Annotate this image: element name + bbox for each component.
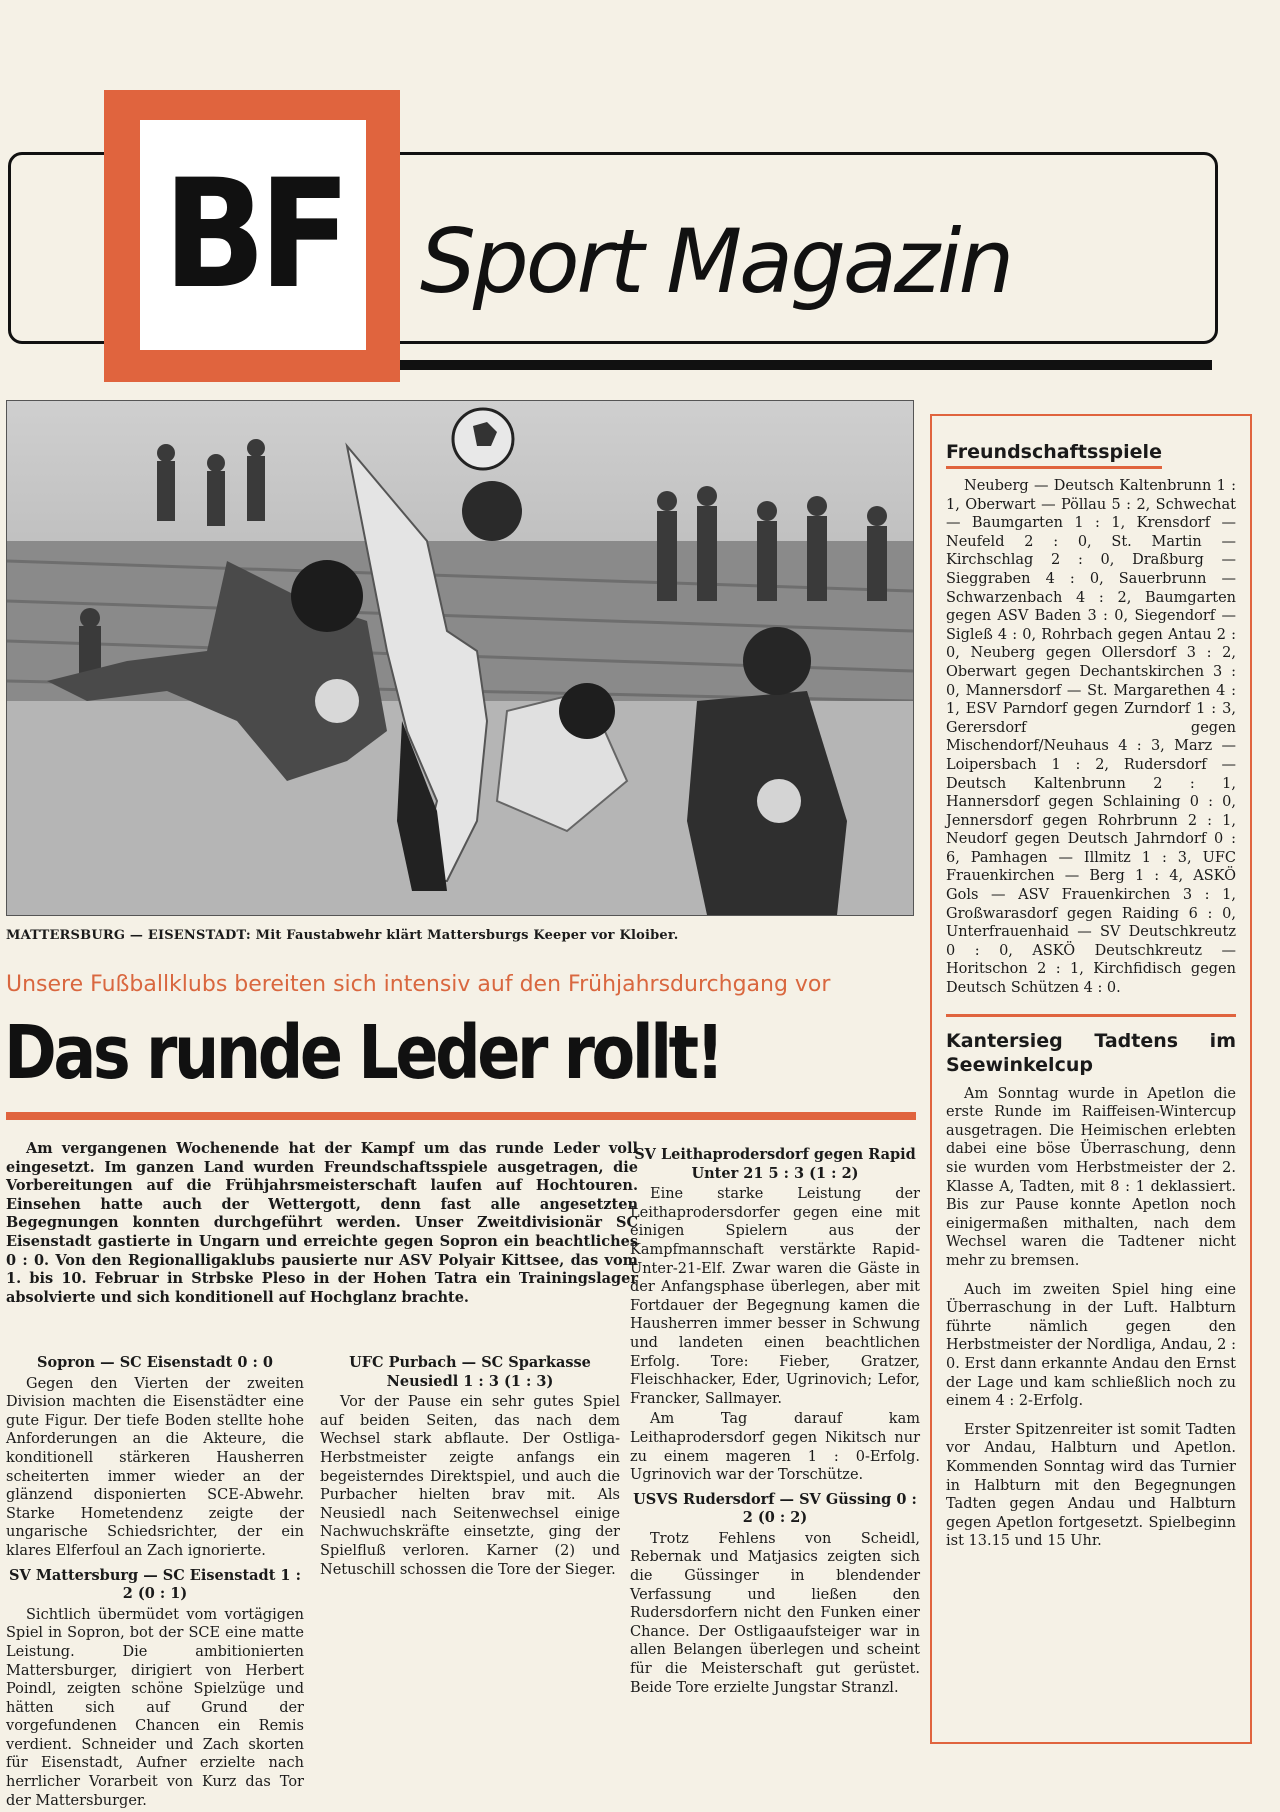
bf-logo-inner <box>140 120 366 350</box>
match-heading-rudersdorf: USVS Rudersdorf — SV Güssing 0 : 2 (0 : 2) <box>633 1490 917 1527</box>
match-heading-purbach: UFC Purbach — SC Sparkasse Neusiedl 1 : 3 (1 : 3) <box>349 1354 591 1390</box>
sidebar-heading-cup: Kantersieg Tadtens im Seewinkelcup <box>946 1029 1236 1076</box>
lead-paragraph <box>6 1140 638 1309</box>
match-text-mattersburg: Sichtlich übermüdet vom vortägigen Spiel in Sopron, bot der SCE eine matte Leistung. Die ambitionierten Mattersburger, dirigiert von Herbert Poindl, zeigten schöne Spielzüge und hätten sich auf Grund der vorgefundenen Chancen ein Remis verdient. Schneider und Zach skorten für Eisenstadt, Aufner erzielte nach herrlicher Vorarbeit von Kurz das Tor der Mattersburger. <box>6 1606 304 1809</box>
match-photo <box>6 400 914 916</box>
match-heading-mattersburg: SV Mattersburg — SC Eisenstadt 1 : 2 (0 : 1) <box>9 1566 301 1603</box>
kicker-line: Unsere Fußballklubs bereiten sich intensiv auf den Frühjahrsdurchgang vor <box>6 972 831 997</box>
article-column-3 <box>630 1140 920 1699</box>
masthead-rule <box>380 360 1212 370</box>
friendlies-results: Neuberg — Deutsch Kaltenbrunn 1 : 1, Oberwart — Pöllau 5 : 2, Schwechat — Baumgarten 1 : 1, Krensdorf — Neufeld 2 : 0, St. Martin — Kirchschlag 2 : 0, Draßburg — Sieggraben 4 : 0, Sauerbrunn — Schwarzenbach 4 : 2, Baumgarten gegen ASV Baden 3 : 0, Siegendorf — Sigleß 4 : 0, Rohrbach gegen Antau 2 : 0, Neuberg gegen Ollersdorf 3 : 2, Oberwart gegen Dechantskirchen 3 : 0, Mannersdorf — St. Margarethen 4 : 1, ESV Parndorf gegen Zurndorf 1 : 3, Gerersdorf gegen Mischendorf/Neuhaus 4 : 3, Marz — Loipersbach 1 : 2, Rudersdorf — Deutsch Kaltenbrunn 2 : 1, Hannersdorf gegen Schlaining 0 : 0, Jennersdorf gegen Rohrbrunn 2 : 1, Neudorf gegen Deutsch Jahrndorf 0 : 6, Pamhagen — Illmitz 1 : 3, UFC Frauenkirchen — Berg 1 : 4, ASKÖ Gols — ASV Frauenkirchen 3 : 1, Großwarasdorf gegen Raiding 6 : 0, Unterfrauenhaid — SV Deutschkreutz 0 : 0, ASKÖ Deutschkreutz — Horitschon 2 : 1, Kirchfidisch gegen Deutsch Schützen 4 : 0. <box>946 478 1236 997</box>
logo-text: BF <box>162 148 344 322</box>
match-text-leithaprodersdorf: Eine starke Leistung der Leithaprodersdorfer gegen eine mit einigen Spielern aus der Kampfmannschaft verstärkte Rapid-Unter-21-Elf. Zwar waren die Gäste in der Anfangsphase überlegen, aber mit Fortdauer der Begegnung kamen die Hausherren immer besser in Schwung und landeten einen beachtlichen Erfolg. Tore: Fieber, Gratzer, Fleischhacker, Eder, Ugrinovich; Lefor, Francker, Sallmayer. <box>630 1186 920 1407</box>
match-text-sopron: Gegen den Vierten der zweiten Division machten die Eisenstädter eine gute Figur. Der tiefe Boden stellte hohe Anforderungen an die Akteure, die konditionell stärkeren Hausherren scheiterten immer wieder an der glänzend disponierten SCE-Abwehr. Starke Hometendenz zeigte der ungarische Schiedsrichter, der ein klares Elferfoul an Zach ignorierte. <box>6 1375 304 1559</box>
sidebar-divider <box>946 1014 1236 1017</box>
headline-rule <box>6 1112 916 1120</box>
match-text-rudersdorf: Trotz Fehlens von Scheidl, Rebernak und Matjasics zeigten sich die Güssinger in blendender Verfassung und ließen den Rudersdorfern nicht den Funken einer Chance. Der Ostligaaufsteiger war in allen Belangen überlegen und scheint für die Meisterschaft gut gerüstet. Beide Tore erzielte Jungstar Stranzl. <box>630 1530 920 1696</box>
lead-text: Am vergangenen Wochenende hat der Kampf um das runde Leder voll eingesetzt. Im ganzen Land wurden Freundschaftsspiele ausgetragen, die Vorbereitungen auf die Frühjahrsmeisterschaft laufen auf Hochtouren. Einsehen hatte auch der Wettergott, denn fast alle angesetzten Begegnungen konnten durchgeführt werden. Unser Zweitdivisionär SC Eisenstadt gastierte in Ungarn und erreichte gegen Sopron ein beachtliches 0 : 0. Von den Regionalligaklubs pausierte nur ASV Polyair Kittsee, das vom 1. bis 10. Februar in Strbske Pleso in der Hohen Tatra ein Trainingslager absolvierte und sich konditionell auf Hochglanz brachte. <box>6 1140 638 1306</box>
sidebar-box <box>930 414 1252 1744</box>
match-text-purbach: Vor der Pause ein sehr gutes Spiel auf beiden Seiten, das nach dem Wechsel stark abflaute. Der Ostliga-Herbstmeister zeigte anfangs ein begeisterndes Direktspiel, und auch die Purbacher hielten brav mit. Als Neusiedl nach Seitenwechsel einige Nachwuchskräfte einsetzte, ging der Spielfluß verloren. Karner (2) und Netuschill schossen die Tore der Sieger. <box>320 1394 620 1578</box>
sidebar-heading-friendlies <box>946 440 1236 469</box>
headline: Das runde Leder rollt! <box>4 1010 722 1096</box>
cup-paragraph-3: Erster Spitzenreiter ist somit Tadten vor Andau, Halbturn und Apetlon. Kommenden Sonntag wird das Turnier in Halbturn mit den Begegnungen Tadten gegen Andau und Halbturn gegen Apetlon fortgesetzt. Spielbeginn ist 13.15 und 15 Uhr. <box>946 1421 1236 1550</box>
match-heading-sopron: Sopron — SC Eisenstadt 0 : 0 <box>36 1354 274 1371</box>
match-text-leithaprodersdorf-2: Am Tag darauf kam Leithaprodersdorf gegen Nikitsch nur zu einem mageren 1 : 0-Erfolg. Ugrinovich war der Torschütze. <box>630 1411 920 1484</box>
magazine-title: Sport Magazin <box>420 210 1012 313</box>
cup-paragraph-2: Auch im zweiten Spiel hing eine Überraschung in der Luft. Halbturn führte nämlich gegen den Herbstmeister der Nordliga, Andau, 2 : 0. Erst dann erkannte Andau den Ernst der Lage und kam schließlich noch zu einem 4 : 2-Erfolg. <box>946 1281 1236 1410</box>
match-heading-leithaprodersdorf: SV Leithaprodersdorf gegen Rapid Unter 21 5 : 3 (1 : 2) <box>634 1146 916 1182</box>
photo-caption: MATTERSBURG — EISENSTADT: Mit Faustabwehr klärt Mattersburgs Keeper vor Kloiber. <box>6 928 679 943</box>
article-column-2 <box>320 1348 620 1581</box>
photo-scene <box>7 401 913 915</box>
article-column-1 <box>6 1348 304 1812</box>
friendlies-title: Freundschaftsspiele <box>946 440 1162 469</box>
cup-paragraph-1: Am Sonntag wurde in Apetlon die erste Runde im Raiffeisen-Wintercup ausgetragen. Die Heimischen erlebten dabei eine böse Überraschung, denn sie wurden vom Herbstmeister der 2. Klasse A, Tadten, mit 8 : 1 deklassiert. Bis zur Pause konnte Apetlon noch einigermaßen mithalten, nach dem Wechsel waren die Tadtener nicht mehr zu bremsen. <box>946 1085 1236 1269</box>
